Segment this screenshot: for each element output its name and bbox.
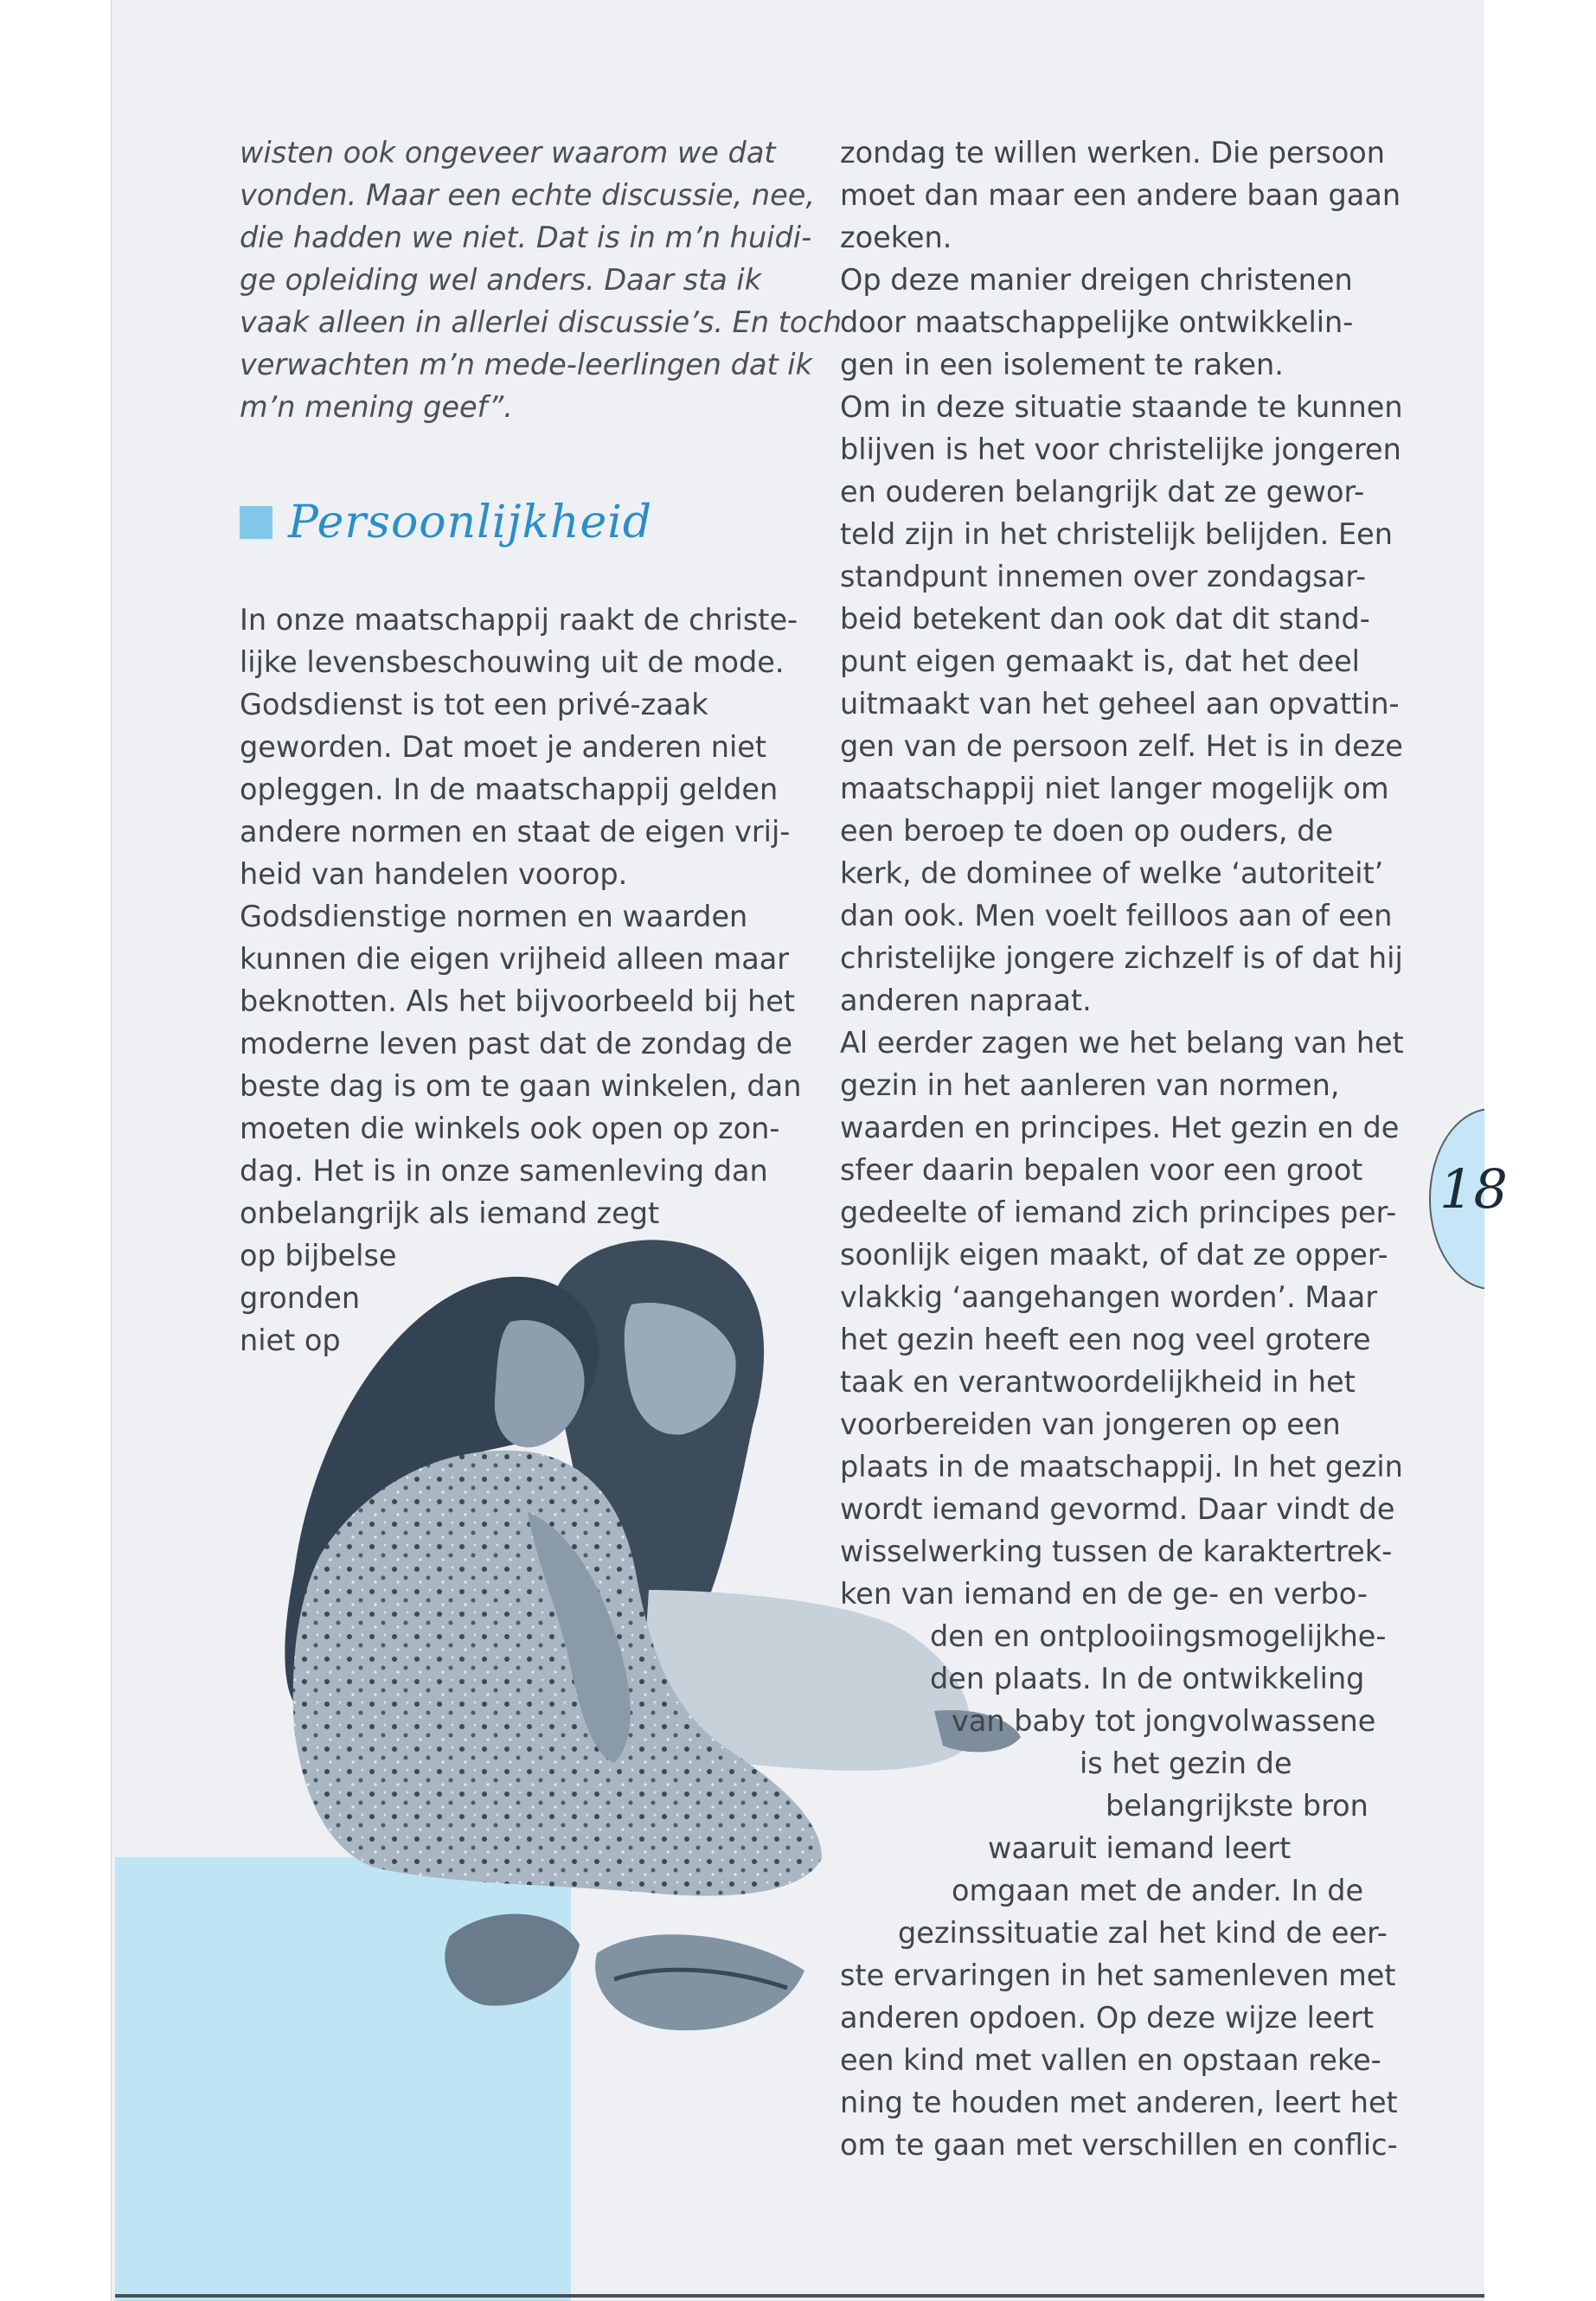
section-heading: [240, 497, 652, 548]
body-line: dan ook. Men voelt feilloos aan of een: [840, 899, 1393, 933]
body-line: christelijke jongere zichzelf is of dat hij: [840, 941, 1403, 975]
body-line: andere normen en staat de eigen vrij-: [240, 815, 791, 849]
quote-line: wisten ook ongeveer waarom we dat: [240, 136, 776, 170]
body-line: Op deze manier dreigen christenen: [840, 263, 1353, 297]
body-line: zondag te willen werken. Die persoon: [840, 136, 1386, 170]
body-line: beid betekent dan ook dat dit stand-: [840, 602, 1370, 636]
body-line: dag. Het is in onze samenleving dan: [240, 1154, 768, 1188]
page-number: 18: [1439, 1157, 1508, 1221]
body-line: ning te houden met anderen, leert het: [840, 2086, 1398, 2119]
body-line: gedeelte of iemand zich principes per-: [840, 1195, 1397, 1229]
body-line: op bijbelse: [240, 1239, 397, 1272]
body-line: plaats in de maatschappij. In het gezin: [840, 1450, 1403, 1484]
quote-line: ge opleiding wel anders. Daar sta ik: [240, 263, 762, 297]
body-line: sfeer daarin bepalen voor een groot: [840, 1153, 1363, 1187]
body-line: moeten die winkels ook open op zon-: [240, 1112, 780, 1145]
body-line: door maatschappelijke ontwikkelin-: [840, 305, 1354, 339]
quote-line: die hadden we niet. Dat is in m’n huidi-: [240, 221, 812, 254]
body-line: maatschappij niet langer mogelijk om: [840, 772, 1389, 805]
page-bottom-edge: [115, 2294, 1484, 2298]
body-line: teld zijn in het christelijk belijden. Een: [840, 517, 1393, 551]
body-line: het gezin heeft een nog veel grotere: [840, 1323, 1371, 1356]
body-line: heid van handelen voorop.: [240, 857, 628, 891]
body-line: onbelangrijk als iemand zegt: [240, 1196, 660, 1230]
body-line: voorbereiden van jongeren op een: [840, 1407, 1341, 1441]
body-line: omgaan met de ander. In de: [952, 1874, 1364, 1907]
body-line: van baby tot jongvolwassene: [952, 1704, 1376, 1738]
body-line: vlakkig ‘aangehangen worden’. Maar: [840, 1280, 1378, 1314]
front-woman-shoe-left: [445, 1914, 580, 2006]
body-line: beste dag is om te gaan winkelen, dan: [240, 1069, 802, 1103]
quote-line: vonden. Maar een echte discussie, nee,: [240, 178, 815, 212]
body-line: moet dan maar een andere baan gaan: [840, 178, 1401, 212]
body-line: beknotten. Als het bijvoorbeeld bij het: [240, 984, 796, 1018]
page-edge: [1484, 0, 1596, 2301]
body-line: opleggen. In de maatschappij gelden: [240, 772, 779, 806]
quote-line: verwachten m’n mede-leerlingen dat ik: [240, 348, 812, 381]
body-line: soonlijk eigen maakt, of dat ze opper-: [840, 1238, 1388, 1272]
body-line: is het gezin de: [1080, 1747, 1292, 1780]
body-line: een kind met vallen en opstaan reke-: [840, 2043, 1381, 2077]
body-line: blijven is het voor christelijke jongeren: [840, 433, 1401, 466]
body-line: standpunt innemen over zondagsar-: [840, 560, 1367, 593]
body-line: waarden en principes. Het gezin en de: [840, 1111, 1400, 1144]
body-line: taak en verantwoordelijkheid in het: [840, 1365, 1356, 1399]
body-line: zoeken.: [840, 221, 952, 254]
body-line: een beroep te doen op ouders, de: [840, 814, 1334, 848]
body-line: moderne leven past dat de zondag de: [240, 1027, 792, 1061]
body-line: den plaats. In de ontwikkeling: [930, 1662, 1365, 1695]
body-line: anderen napraat.: [840, 984, 1092, 1017]
body-line: gezin in het aanleren van normen,: [840, 1068, 1340, 1102]
body-line: Om in deze situatie staande te kunnen: [840, 390, 1403, 424]
body-line: om te gaan met verschillen en conflic-: [840, 2128, 1398, 2162]
body-line: wisselwerking tussen de karaktertrek-: [840, 1535, 1393, 1568]
body-line: gen in een isolement te raken.: [840, 348, 1284, 381]
body-line: wordt iemand gevormd. Daar vindt de: [840, 1492, 1395, 1526]
heading-square-icon: [240, 506, 272, 539]
body-line: geworden. Dat moet je anderen niet: [240, 730, 767, 764]
body-line: In onze maatschappij raakt de christe-: [240, 603, 798, 637]
body-line: lijke levensbeschouwing uit de mode.: [240, 645, 785, 679]
body-line: kunnen die eigen vrijheid alleen maar: [240, 942, 790, 976]
quote-line: vaak alleen in allerlei discussie’s. En toch: [240, 305, 842, 339]
section-heading-text: Persoonlijkheid: [288, 497, 653, 548]
body-line: den en ontplooiingsmogelijkhe-: [930, 1619, 1387, 1653]
body-line: uitmaakt van het geheel aan opvattin-: [840, 687, 1400, 721]
body-line: gen van de persoon zelf. Het is in deze: [840, 729, 1403, 763]
body-line: anderen opdoen. Op deze wijze leert: [840, 2001, 1375, 2035]
quote-line: m’n mening geef”.: [240, 390, 513, 424]
body-line: Godsdienst is tot een privé-zaak: [240, 688, 708, 721]
body-line: niet op: [240, 1324, 341, 1357]
body-line: kerk, de dominee of welke ‘autoriteit’: [840, 856, 1384, 890]
body-line: en ouderen belangrijk dat ze gewor-: [840, 475, 1365, 509]
body-line: Al eerder zagen we het belang van het: [840, 1026, 1404, 1060]
body-line: ste ervaringen in het samenleven met: [840, 1958, 1396, 1992]
body-line: belangrijkste bron: [1106, 1789, 1368, 1823]
body-line: punt eigen gemaakt is, dat het deel: [840, 644, 1360, 678]
body-line: waaruit iemand leert: [988, 1831, 1292, 1865]
body-line: gronden: [240, 1281, 361, 1315]
body-line: ken van iemand en de ge- en verbo-: [840, 1577, 1368, 1611]
body-line: Godsdienstige normen en waarden: [240, 900, 748, 933]
body-line: gezinssituatie zal het kind de eer-: [898, 1916, 1388, 1950]
